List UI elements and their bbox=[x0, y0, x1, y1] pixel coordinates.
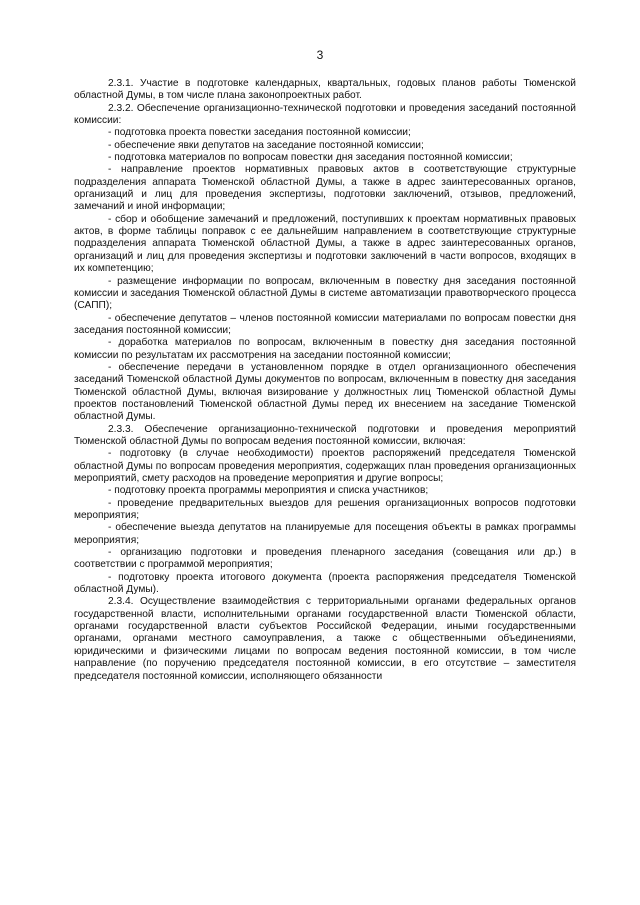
list-item: - подготовку проекта программы мероприятия и списка участников; bbox=[108, 485, 429, 497]
paragraph-2-3-1: 2.3.1. Участие в подготовке календарных, квартальных, годовых планов работы Тюменской областной Думы, в том числе плана законопроектных работ. bbox=[74, 78, 576, 102]
list-item: - проведение предварительных выездов для решения организационных вопросов подготовки мероприятия; bbox=[74, 497, 576, 522]
page-number: 3 bbox=[316, 48, 324, 62]
document-body bbox=[74, 78, 576, 683]
paragraph-2-3-4: 2.3.4. Осуществление взаимодействия с территориальными органами федеральных органов государственной власти, исполнительными органами государственной власти Тюменской области, органами государственной власти субъектов Российской Федерации, иными государственными органами, органами местного самоуправления, а также с общественными объединениями, юридическими и физическими лицами по вопросам ведения постоянной комиссии, в том числе направление (по поручению председателя постоянной комиссии, в его отсутствие – заместителя председателя постоянной комиссии, исполняющего обязанности bbox=[74, 596, 576, 682]
list-item: - подготовка проекта повестки заседания постоянной комиссии; bbox=[108, 127, 411, 139]
list-item: - подготовку (в случае необходимости) проектов распоряжений председателя Тюменской областной Думы по вопросам проведения мероприятия, содержащих план проведения организационных мероприятий, смету расходов на проведение мероприятия и другие вопросы; bbox=[74, 448, 576, 484]
list-item: - подготовку проекта итогового документа (проекта распоряжения председателя Тюменской областной Думы). bbox=[74, 571, 576, 596]
list-item: - обеспечение выезда депутатов на планируемые для посещения объекты в рамках программы мероприятия; bbox=[74, 522, 576, 546]
paragraph-2-3-2: 2.3.2. Обеспечение организационно-технической подготовки и проведения заседаний постоянной комиссии: bbox=[74, 102, 576, 127]
list-item: - обеспечение депутатов – членов постоянной комиссии материалами по вопросам повестки дня заседания постоянной комиссии; bbox=[74, 312, 576, 336]
list-item: - направление проектов нормативных правовых актов в соответствующие структурные подразделения аппарата Тюменской областной Думы, а также в адрес заинтересованных органов, организаций и лиц для проведения экспертизы, подготовки заключений, отзывов, предложений, замечаний и иной информации; bbox=[74, 164, 576, 213]
list-item: - подготовка материалов по вопросам повестки дня заседания постоянной комиссии; bbox=[108, 152, 513, 164]
list-item: - организацию подготовки и проведения пленарного заседания (совещания или др.) в соответствии с программой мероприятия; bbox=[74, 547, 576, 571]
list-item: - обеспечение передачи в установленном порядке в отдел организационного обеспечения заседаний Тюменской областной Думы документов по вопросам, включенным в повестку дня заседания Тюменской областной Думы, включая визирование у должностных лиц Тюменской областной Думы проектов постановлений Тюменской областной Думы перед их внесением на заседание Тюменской областной Думы. bbox=[74, 361, 576, 423]
paragraph-2-3-3: 2.3.3. Обеспечение организационно-технической подготовки и проведения мероприятий Тюменской областной Думы по вопросам ведения постоянной комиссии, включая: bbox=[74, 423, 576, 447]
list-item: - размещение информации по вопросам, включенным в повестку дня заседания постоянной комиссии и заседания Тюменской областной Думы в системе автоматизации правотворческого процесса (САПП); bbox=[74, 275, 576, 312]
list-item: - сбор и обобщение замечаний и предложений, поступивших к проектам нормативных правовых актов, в форме таблицы поправок с ее дальнейшим направлением в соответствующие структурные подразделения аппарата Тюменской областной Думы, а также в адрес заинтересованных органов, организаций и лиц для проведения экспертизы и подготовки заключений в части вопросов, входящих в их компетенцию; bbox=[74, 213, 576, 275]
list-item: - доработка материалов по вопросам, включенным в повестку дня заседания постоянной комиссии по результатам их рассмотрения на заседании постоянной комиссии; bbox=[74, 337, 576, 361]
list-item: - обеспечение явки депутатов на заседание постоянной комиссии; bbox=[108, 139, 424, 151]
